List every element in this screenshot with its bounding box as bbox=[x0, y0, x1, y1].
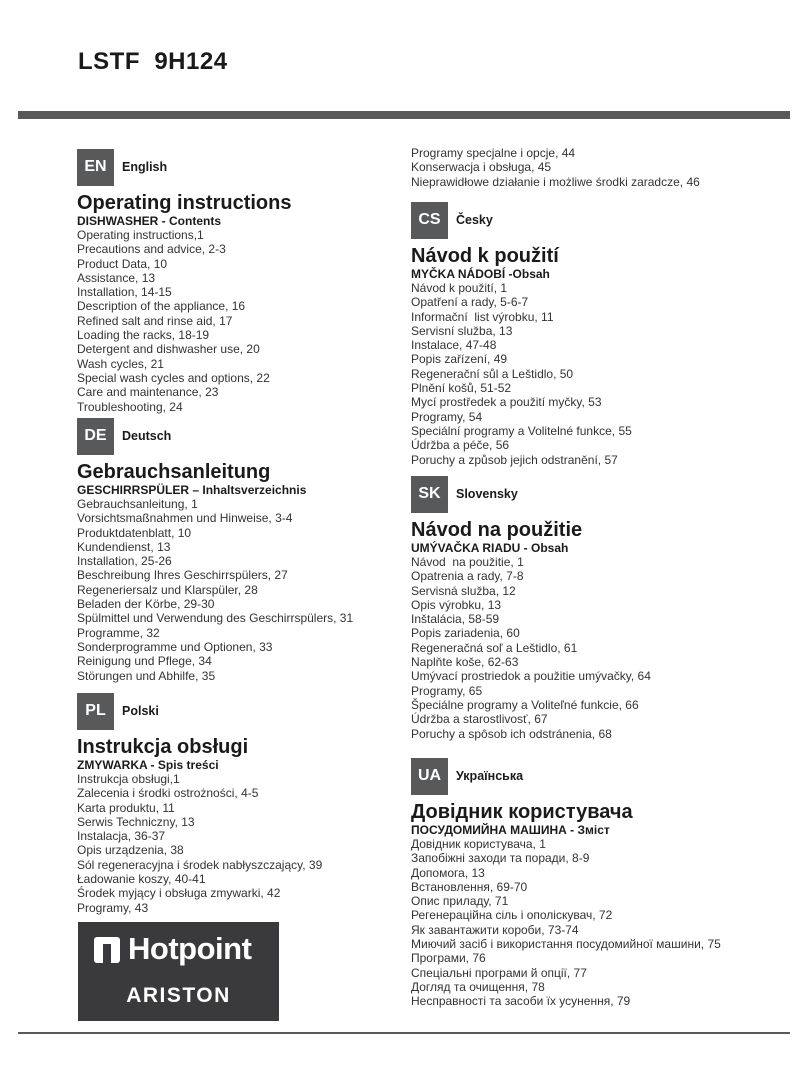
model-number: LSTF 9H124 bbox=[78, 48, 228, 75]
toc-list bbox=[77, 228, 291, 414]
lang-code-badge: CS bbox=[411, 202, 448, 239]
section-subtitle: GESCHIRRSPÜLER – Inhaltsverzeichnis bbox=[77, 483, 307, 497]
toc-list bbox=[411, 837, 721, 1009]
toc-entry: Як завантажити короби, 73-74 bbox=[411, 922, 579, 937]
toc-entry: Gebrauchsanleitung, 1 bbox=[77, 497, 198, 511]
toc-entry: Reinigung und Pflege, 34 bbox=[77, 654, 212, 669]
toc-entry: Несправності та засоби їх усунення, 79 bbox=[411, 994, 631, 1009]
toc-entry: Údržba a starostlivosť, 67 bbox=[411, 712, 548, 727]
top-divider bbox=[18, 111, 790, 119]
section-cs bbox=[411, 201, 632, 467]
hotpoint-ariston-logo bbox=[78, 922, 279, 1021]
toc-entry: Umývací prostriedok a použitie umývačky, 64 bbox=[411, 669, 651, 684]
toc-entry: Product Data, 10 bbox=[77, 256, 168, 271]
toc-entry: Kundendienst, 13 bbox=[77, 539, 171, 554]
toc-entry: Popis zariadenia, 60 bbox=[411, 626, 520, 641]
toc-entry: Poruchy a spôsob ich odstránenia, 68 bbox=[411, 726, 612, 741]
toc-entry: Instalacja, 36-37 bbox=[77, 829, 166, 844]
toc-entry: Loading the racks, 18-19 bbox=[77, 328, 210, 343]
toc-list bbox=[411, 555, 651, 741]
toc-entry: Instrukcja obsługi,1 bbox=[77, 772, 180, 786]
toc-entry: Návod na použitie, 1 bbox=[411, 555, 524, 569]
hotpoint-logo-icon bbox=[94, 937, 120, 963]
section-title: Návod k použití bbox=[411, 245, 559, 267]
toc-entry: Nieprawidłowe działanie i możliwe środki zaradcze, 46 bbox=[411, 174, 700, 189]
toc-entry: Störungen und Abhilfe, 35 bbox=[77, 668, 216, 683]
section-title: Operating instructions bbox=[77, 192, 292, 214]
toc-entry: Plnění košů, 51-52 bbox=[411, 381, 512, 396]
section-pl bbox=[77, 692, 322, 915]
section-title: Gebrauchsanleitung bbox=[77, 461, 271, 483]
toc-entry: Description of the appliance, 16 bbox=[77, 299, 246, 314]
section-subtitle: MYČKA NÁDOBÍ -Obsah bbox=[411, 267, 550, 281]
toc-entry: Vorsichtsmaßnahmen und Hinweise, 3-4 bbox=[77, 511, 293, 526]
toc-entry: Regeneračná soľ a Leštidlo, 61 bbox=[411, 640, 578, 655]
toc-entry: Naplňte koše, 62-63 bbox=[411, 655, 519, 670]
logo-sub-brand: ARISTON bbox=[126, 984, 231, 1007]
toc-list bbox=[411, 146, 700, 189]
toc-entry: Programy, 65 bbox=[411, 683, 483, 698]
toc-entry: Beschreibung Ihres Geschirrspülers, 27 bbox=[77, 568, 288, 583]
lang-code-badge: EN bbox=[77, 149, 114, 186]
section-title: Довідник користувача bbox=[411, 801, 633, 823]
toc-entry: Popis zařízení, 49 bbox=[411, 352, 508, 367]
toc-entry: Опис приладу, 71 bbox=[411, 894, 509, 909]
toc-entry: Karta produktu, 11 bbox=[77, 800, 175, 815]
toc-entry: Servisní služba, 13 bbox=[411, 323, 513, 338]
lang-code-badge: SK bbox=[411, 476, 448, 513]
toc-entry: Refined salt and rinse aid, 17 bbox=[77, 313, 233, 328]
toc-entry: Spülmittel und Verwendung des Geschirrspülers, 31 bbox=[77, 611, 354, 626]
toc-entry: Špeciálne programy a Voliteľné funkcie, 66 bbox=[411, 697, 639, 712]
section-sk bbox=[411, 475, 651, 741]
toc-entry: Регенераційна сіль і ополіскувач, 72 bbox=[411, 908, 613, 923]
toc-entry: Спеціальні програми й опції, 77 bbox=[411, 965, 587, 980]
toc-entry: Sonderprogramme und Optionen, 33 bbox=[77, 639, 273, 654]
toc-entry: Inštalácia, 58-59 bbox=[411, 612, 500, 627]
toc-entry: Údržba a péče, 56 bbox=[411, 438, 510, 453]
toc-entry: Regeneriersalz und Klarspüler, 28 bbox=[77, 582, 258, 597]
language-name: English bbox=[122, 160, 168, 174]
toc-entry: Special wash cycles and options, 22 bbox=[77, 370, 270, 385]
toc-entry: Precautions and advice, 2-3 bbox=[77, 242, 226, 257]
toc-list bbox=[77, 772, 322, 915]
toc-entry: Poruchy a způsob jejich odstranění, 57 bbox=[411, 452, 618, 467]
toc-entry: Detergent and dishwasher use, 20 bbox=[77, 342, 260, 357]
section-subtitle: ПОСУДОМИЙНА МАШИНА - Зміст bbox=[411, 823, 610, 837]
toc-entry: Troubleshooting, 24 bbox=[77, 399, 183, 414]
section-subtitle: DISHWASHER - Contents bbox=[77, 214, 221, 228]
toc-entry: Servisná služba, 12 bbox=[411, 583, 516, 598]
lang-code-badge: UA bbox=[411, 758, 448, 795]
toc-entry: Opis urządzenia, 38 bbox=[77, 843, 184, 858]
toc-entry: Operating instructions,1 bbox=[77, 228, 204, 242]
toc-entry: Допомога, 13 bbox=[411, 865, 485, 880]
toc-entry: Mycí prostředek a použití myčky, 53 bbox=[411, 395, 602, 410]
language-name: Slovensky bbox=[456, 487, 518, 501]
lang-code-badge: PL bbox=[77, 693, 114, 730]
toc-entry: Serwis Techniczny, 13 bbox=[77, 814, 195, 829]
toc-entry: Opatrenia a rady, 7-8 bbox=[411, 569, 524, 584]
toc-entry: Środek myjący i obsługa zmywarki, 42 bbox=[77, 886, 281, 901]
toc-entry: Assistance, 13 bbox=[77, 270, 156, 285]
toc-entry: Speciální programy a Volitelné funkce, 55 bbox=[411, 423, 632, 438]
toc-entry: Sól regeneracyjna i środek nabłyszczający, 39 bbox=[77, 857, 323, 872]
toc-entry: Programy, 54 bbox=[411, 409, 483, 424]
section-title: Instrukcja obsługi bbox=[77, 736, 249, 758]
section-title: Návod na použitie bbox=[411, 519, 583, 541]
toc-entry: Догляд та очищення, 78 bbox=[411, 979, 545, 994]
toc-entry: Встановлення, 69-70 bbox=[411, 879, 528, 894]
toc-entry: Programy specjalne i opcje, 44 bbox=[411, 146, 576, 160]
toc-entry: Návod k použití, 1 bbox=[411, 281, 508, 295]
lang-code-badge: DE bbox=[77, 418, 114, 455]
toc-entry: Запобіжні заходи та поради, 8-9 bbox=[411, 851, 590, 866]
toc-entry: Opatření a rady, 5-6-7 bbox=[411, 295, 529, 310]
section-en bbox=[77, 148, 291, 414]
toc-entry: Installation, 14-15 bbox=[77, 285, 172, 300]
section-subtitle: ZMYWARKA - Spis treści bbox=[77, 758, 219, 772]
toc-list bbox=[411, 281, 632, 467]
toc-entry: Care and maintenance, 23 bbox=[77, 385, 219, 400]
language-name: Українська bbox=[456, 769, 524, 783]
toc-entry: Ładowanie koszy, 40-41 bbox=[77, 872, 206, 887]
toc-entry: Wash cycles, 21 bbox=[77, 356, 164, 371]
toc-entry: Installation, 25-26 bbox=[77, 554, 172, 569]
toc-entry: Konserwacja i obsługa, 45 bbox=[411, 160, 552, 175]
section-ua bbox=[411, 757, 721, 1009]
language-name: Česky bbox=[456, 213, 493, 227]
toc-entry: Програми, 76 bbox=[411, 951, 486, 966]
toc-entry: Programme, 32 bbox=[77, 625, 160, 640]
toc-entry: Beladen der Körbe, 29-30 bbox=[77, 597, 215, 612]
toc-entry: Довідник користувача, 1 bbox=[411, 837, 546, 851]
logo-brand: Hotpoint bbox=[128, 931, 252, 966]
toc-list bbox=[77, 497, 353, 683]
toc-entry: Instalace, 47-48 bbox=[411, 338, 497, 353]
toc-entry: Programy, 43 bbox=[77, 900, 149, 915]
toc-entry: Informační list výrobku, 11 bbox=[411, 309, 554, 324]
section-subtitle: UMÝVAČKA RIADU - Obsah bbox=[411, 541, 569, 555]
section-pl-continued bbox=[411, 146, 700, 189]
toc-entry: Opis výrobku, 13 bbox=[411, 597, 502, 612]
language-name: Deutsch bbox=[122, 429, 172, 443]
language-name: Polski bbox=[122, 704, 159, 718]
toc-entry: Produktdatenblatt, 10 bbox=[77, 525, 192, 540]
section-de bbox=[77, 417, 353, 683]
bottom-divider bbox=[18, 1032, 790, 1034]
toc-entry: Zalecenia i środki ostrożności, 4-5 bbox=[77, 786, 259, 801]
toc-entry: Regenerační sůl a Leštidlo, 50 bbox=[411, 366, 574, 381]
toc-entry: Миючий засіб і використання посудомийної машини, 75 bbox=[411, 937, 721, 952]
